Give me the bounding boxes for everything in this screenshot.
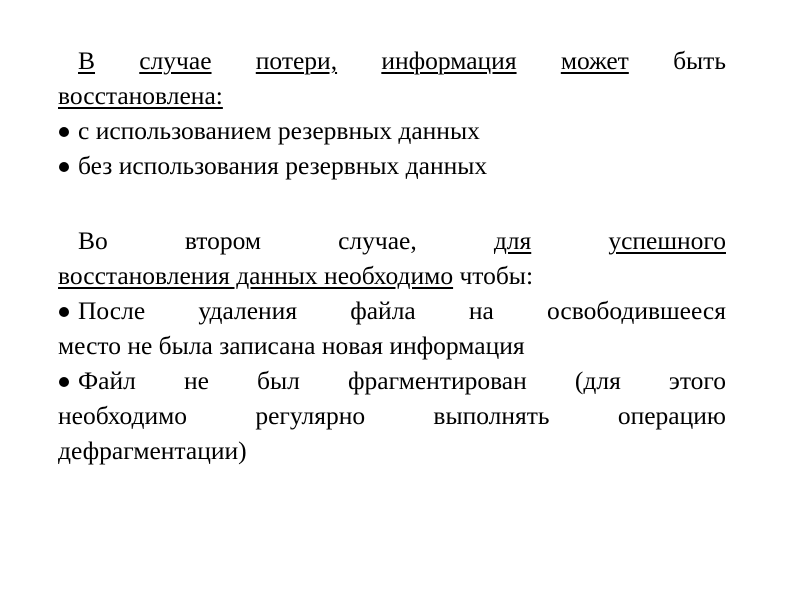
list-item-word: регулярно — [255, 401, 366, 430]
list-item-word: фрагментирован — [347, 366, 527, 395]
bullet-icon — [59, 377, 69, 387]
list-item-text: дефрагментации) — [58, 436, 247, 465]
intro-text: чтобы: — [453, 261, 534, 290]
bullet-icon — [59, 127, 69, 137]
bullet-icon — [59, 307, 69, 317]
list-item — [58, 363, 726, 398]
intro-line-2 — [58, 258, 726, 293]
list-item-word: (для — [574, 366, 621, 395]
list-item-continuation — [58, 398, 726, 433]
intro-line-2 — [58, 78, 726, 113]
list-item — [58, 113, 726, 148]
recovery-options-block — [58, 43, 726, 183]
list-item-text: с использованием резервных данных — [78, 116, 480, 145]
recovery-conditions-block — [58, 223, 726, 468]
intro-text-underlined: восстановления данных необходимо — [58, 261, 454, 290]
list-item-word: этого — [668, 366, 726, 395]
bullet-icon — [59, 162, 69, 172]
list-item-word: файла — [350, 296, 416, 325]
list-item-word: После — [78, 296, 146, 325]
list-item-text: без использования резервных данных — [78, 151, 488, 180]
list-item-word: необходимо — [58, 401, 188, 430]
list-item-word: выполнять — [433, 401, 550, 430]
list-item-word: освободившееся — [547, 296, 726, 325]
intro-word: В — [78, 46, 96, 75]
intro-word: случае, — [338, 226, 417, 255]
list-item-continuation — [58, 328, 726, 363]
list-item-word: операцию — [617, 401, 726, 430]
intro-word: потери, — [255, 46, 338, 75]
intro-text: восстановлена: — [58, 81, 223, 110]
intro-word: случае — [139, 46, 212, 75]
list-item-word: был — [257, 366, 300, 395]
intro-word: информация — [381, 46, 517, 75]
list-item-word: Файл — [78, 366, 136, 395]
intro-word: может — [560, 46, 629, 75]
intro-word: для — [493, 226, 532, 255]
intro-word: Во — [78, 226, 108, 255]
intro-word: успешного — [608, 226, 726, 255]
intro-line-1 — [58, 223, 726, 258]
list-item-word: на — [468, 296, 494, 325]
list-item-word: не — [183, 366, 209, 395]
intro-line-1 — [58, 43, 726, 78]
intro-word: втором — [184, 226, 261, 255]
list-item-word: удаления — [198, 296, 298, 325]
list-item-continuation — [58, 433, 726, 468]
list-item-text: место не была записана новая информация — [58, 331, 525, 360]
intro-word: быть — [673, 46, 726, 75]
list-item — [58, 293, 726, 328]
list-item — [58, 148, 726, 183]
